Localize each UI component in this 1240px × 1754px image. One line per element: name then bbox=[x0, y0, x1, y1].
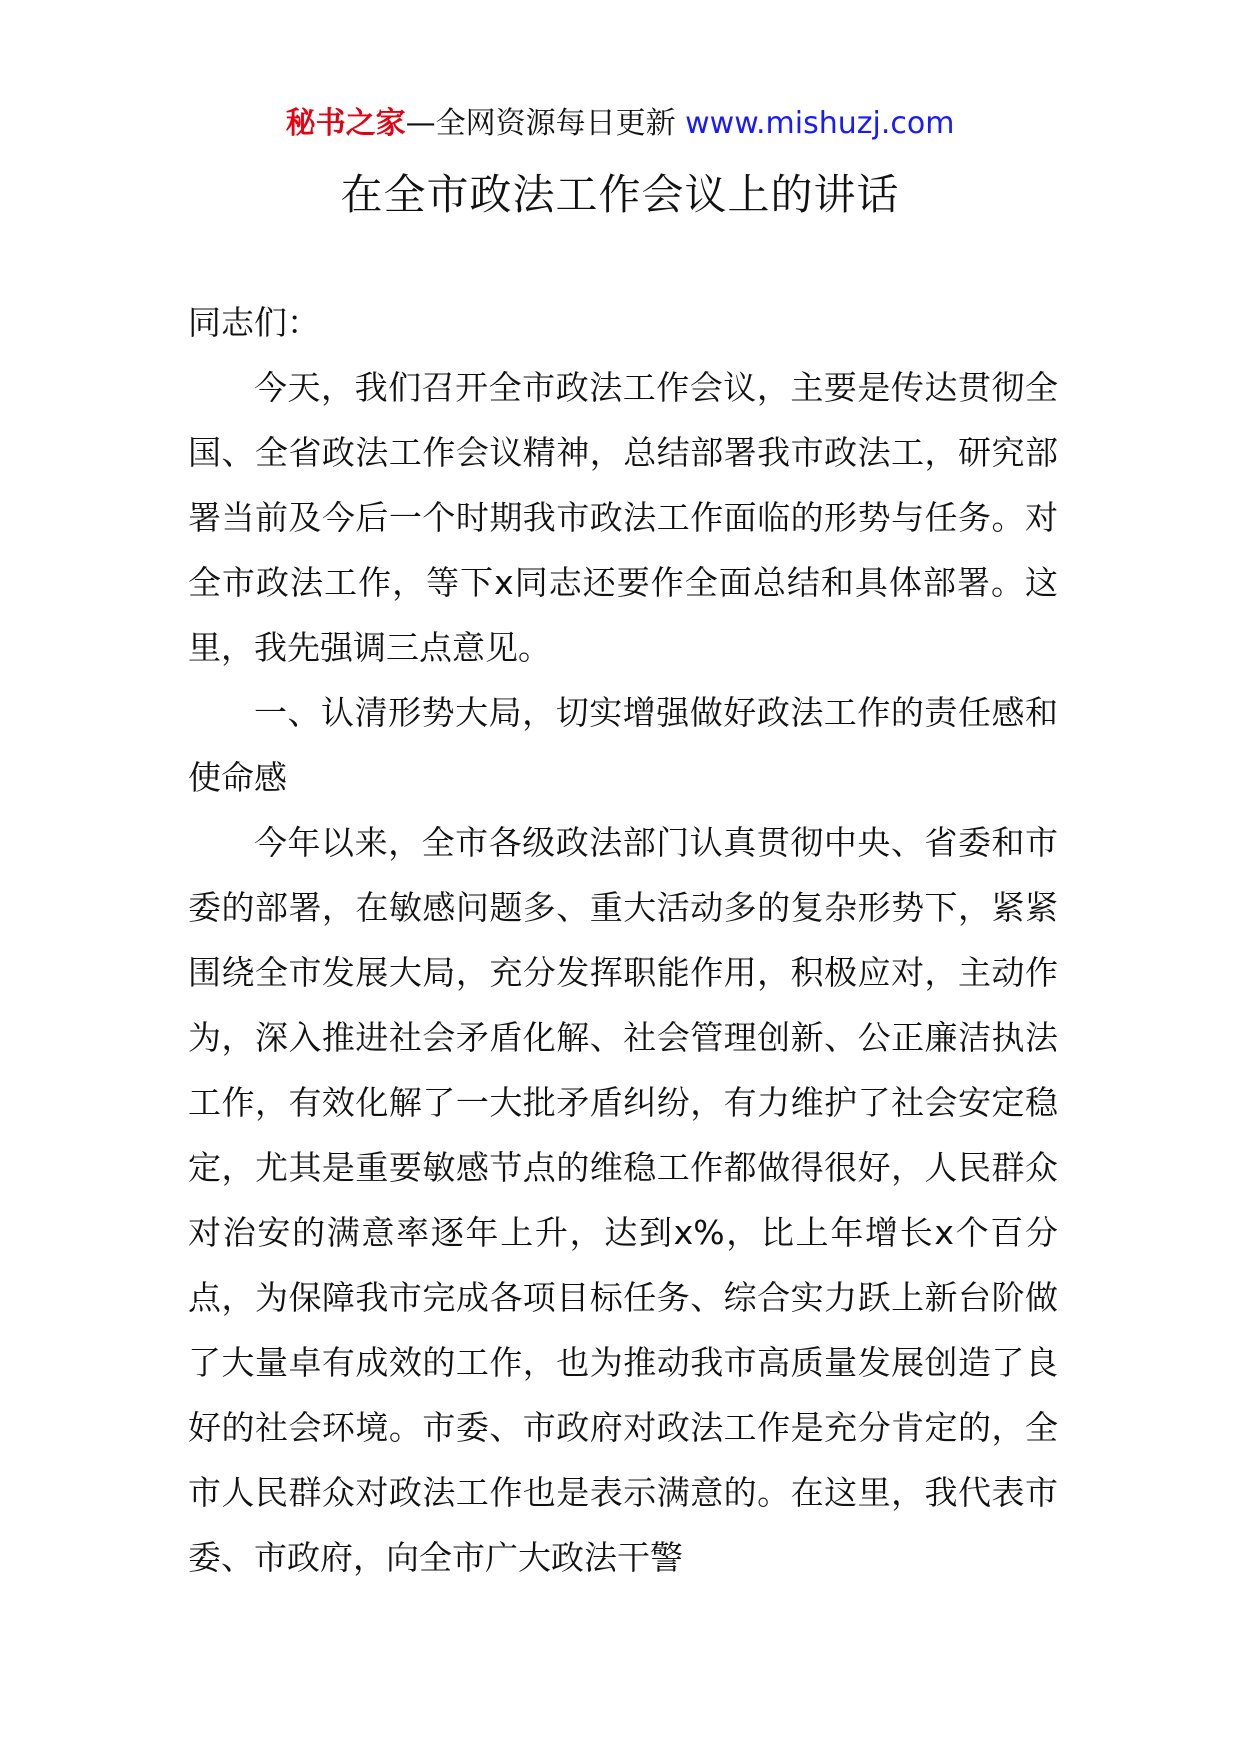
site-url-link[interactable]: www.mishuzj.com bbox=[685, 106, 955, 141]
section-heading-1: 一、认清形势大局，切实增强做好政法工作的责任感和使命感 bbox=[188, 693, 1058, 797]
document-title: 在全市政法工作会议上的讲话 bbox=[340, 170, 900, 219]
site-brand: 秘书之家 bbox=[285, 106, 406, 141]
paragraph-opening: 今天，我们召开全市政法工作会议，主要是传达贯彻全国、全省政法工作会议精神，总结部署我市政法工，研究部署当前及今后一个时期我市政法工作面临的形势与任务。对全市政法工作，等下x同志还要作全面总结和具体部署。这里，我先强调三点意见。 bbox=[188, 368, 1058, 667]
site-banner bbox=[0, 102, 1240, 146]
salutation: 同志们： bbox=[188, 303, 320, 342]
paragraph-achievements: 今年以来，全市各级政法部门认真贯彻中央、省委和市委的部署，在敏感问题多、重大活动多的复杂形势下，紧紧围绕全市发展大局，充分发挥职能作用，积极应对，主动作为，深入推进社会矛盾化解、社会管理创新、公正廉洁执法工作，有效化解了一大批矛盾纠纷，有力维护了社会安定稳定，尤其是重要敏感节点的维稳工作都做得很好，人民群众对治安的满意率逐年上升，达到x%，比上年增长x个百分点，为保障我市完成各项目标任务、综合实力跃上新台阶做了大量卓有成效的工作，也为推动我市高质量发展创造了良好的社会环境。市委、市政府对政法工作是充分肯定的，全市人民群众对政法工作也是表示满意的。在这里，我代表市委、市政府，向全市广大政法干警 bbox=[188, 823, 1058, 1577]
document-body bbox=[188, 290, 1058, 1590]
site-slogan: —全网资源每日更新 bbox=[405, 106, 676, 141]
